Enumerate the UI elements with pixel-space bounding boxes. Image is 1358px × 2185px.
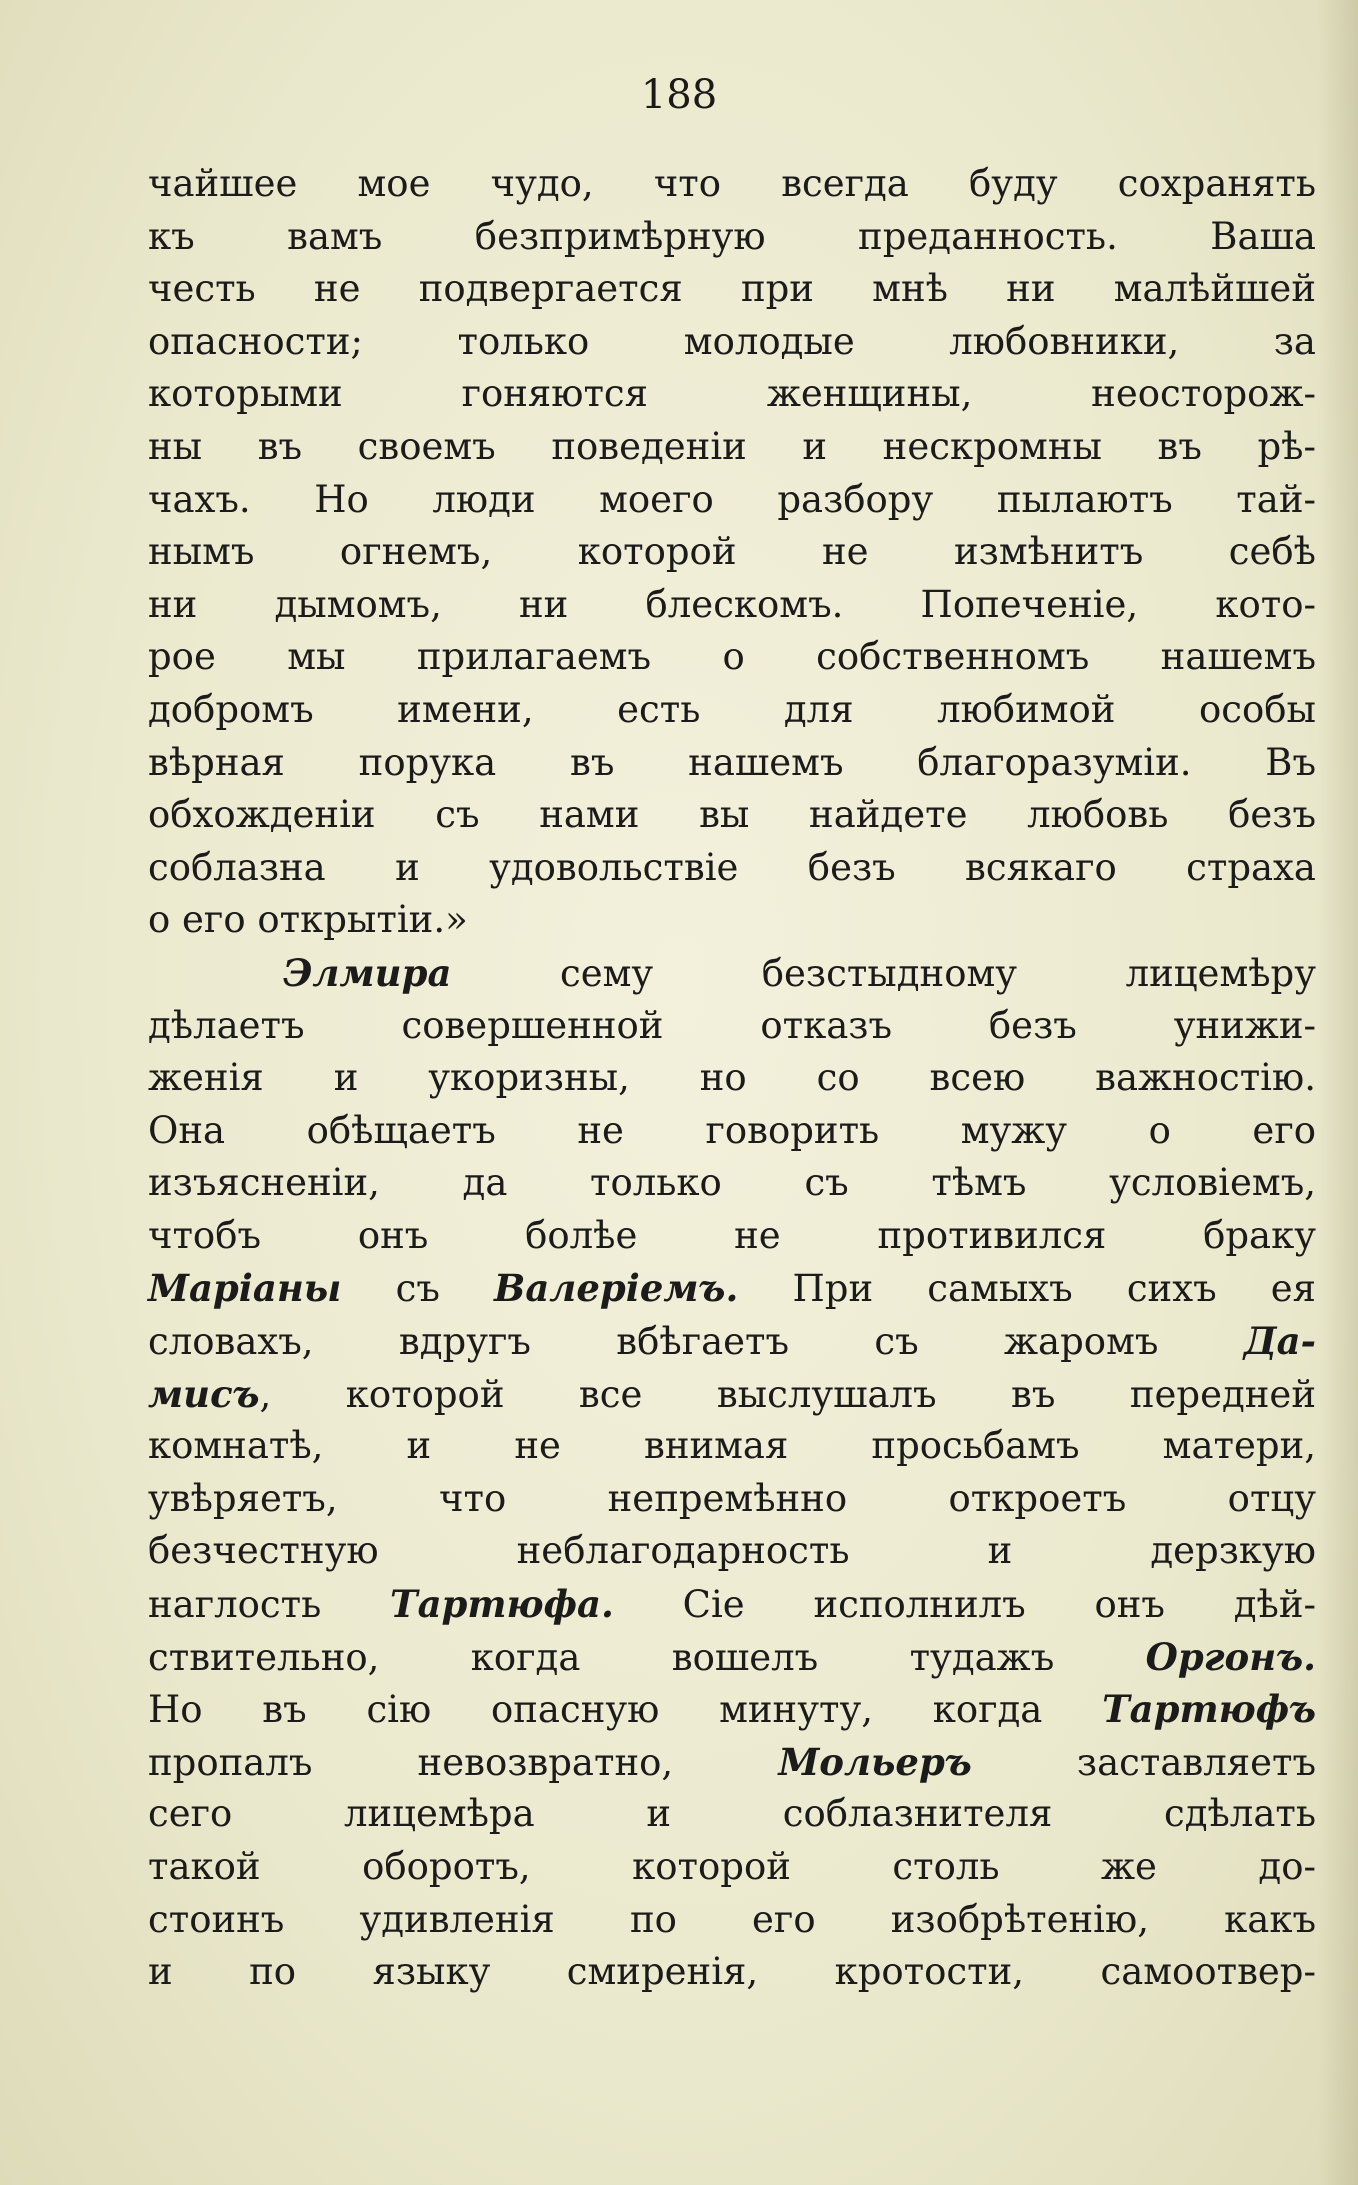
text-line: такой оборотъ, которой столь же до- bbox=[148, 1845, 1316, 1888]
text-line: дѣлаетъ совершенной отказъ безъ унижи- bbox=[148, 1003, 1316, 1047]
text-line: чайшее мое чудо, что всегда буду сохранять bbox=[148, 162, 1316, 205]
name-tartuffe: Тартюфа. bbox=[390, 1582, 614, 1627]
text-line bbox=[148, 1736, 1316, 1789]
text-fragment: ствительно, когда вошелъ тудажъ bbox=[148, 1635, 1055, 1679]
name-mariana: Маріаны bbox=[148, 1266, 342, 1311]
text-line bbox=[148, 1631, 1316, 1684]
text-line: комнатѣ, и не внимая просьбамъ матери, bbox=[148, 1424, 1316, 1468]
text-fragment: Сіе исполнилъ онъ дѣй- bbox=[682, 1583, 1316, 1627]
text-line bbox=[148, 1683, 1316, 1736]
name-moliere: Мольеръ bbox=[778, 1739, 972, 1784]
name-elmira: Элмира bbox=[283, 950, 452, 995]
text-fragment: , которой все выслушалъ въ передней bbox=[259, 1372, 1316, 1416]
text-line: чахъ. Но люди моего разбору пылаютъ тай- bbox=[148, 477, 1316, 521]
name-tartuffe: Тартюфъ bbox=[1102, 1687, 1316, 1732]
body-text bbox=[148, 158, 1316, 1999]
text-fragment: наглость bbox=[148, 1583, 322, 1627]
text-line: опасности; только молодые любовники, за bbox=[148, 319, 1316, 363]
text-fragment: словахъ, вдругъ вбѣгаетъ съ жаромъ bbox=[148, 1320, 1159, 1364]
text-fragment: При самыхъ сихъ ея bbox=[792, 1267, 1317, 1311]
text-line: добромъ имени, есть для любимой особы bbox=[148, 687, 1316, 731]
text-line: чтобъ онъ болѣе не противился браку bbox=[148, 1213, 1316, 1257]
text-line: ни дымомъ, ни блескомъ. Попеченіе, кото- bbox=[148, 582, 1316, 626]
name-damis-cont: мисъ bbox=[148, 1371, 260, 1416]
paragraph-start-line bbox=[148, 947, 1316, 1000]
text-line: стоинъ удивленія по его изобрѣтенію, какъ bbox=[148, 1897, 1316, 1941]
text-line: обхожденіи съ нами вы найдете любовь безъ bbox=[148, 793, 1316, 837]
text-line: нымъ огнемъ, которой не измѣнитъ себѣ bbox=[148, 530, 1316, 574]
name-valery: Валеріемъ. bbox=[494, 1266, 739, 1311]
text-line: о его открытіи.» bbox=[148, 898, 468, 942]
text-line bbox=[148, 1578, 1316, 1631]
text-fragment: сему безстыдному лицемѣру bbox=[560, 951, 1316, 995]
page-edge-shadow bbox=[1318, 0, 1358, 2185]
text-line: соблазна и удовольствіе безъ всякаго страха bbox=[148, 845, 1316, 889]
text-line: увѣряетъ, что непремѣнно откроетъ отцу bbox=[148, 1476, 1316, 1520]
text-line: изъясненіи, да только съ тѣмъ условіемъ, bbox=[148, 1161, 1316, 1205]
text-fragment: заставляетъ bbox=[1076, 1740, 1316, 1784]
text-fragment: Но въ сію опасную минуту, когда bbox=[148, 1688, 1043, 1732]
text-line: вѣрная порука въ нашемъ благоразуміи. Въ bbox=[148, 740, 1316, 784]
text-fragment: пропалъ невозвратно, bbox=[148, 1740, 674, 1784]
name-damis: Да- bbox=[1243, 1319, 1316, 1364]
text-line: Она обѣщаетъ не говорить мужу о его bbox=[148, 1108, 1316, 1152]
page-number: 188 bbox=[640, 72, 718, 118]
text-line: честь не подвергается при мнѣ ни малѣйшей bbox=[148, 267, 1316, 311]
text-line: сего лицемѣра и соблазнителя сдѣлать bbox=[148, 1792, 1316, 1836]
text-line: ны въ своемъ поведеніи и нескромны въ рѣ- bbox=[148, 424, 1316, 468]
name-orgon: Оргонъ. bbox=[1145, 1634, 1316, 1679]
text-line bbox=[148, 1315, 1316, 1368]
text-fragment: съ bbox=[395, 1267, 440, 1311]
text-line: къ вамъ безпримѣрную преданность. Ваша bbox=[148, 214, 1316, 258]
text-line: которыми гоняются женщины, неосторож- bbox=[148, 372, 1316, 416]
text-line: и по языку смиренія, кротости, самоотвер- bbox=[148, 1950, 1316, 1994]
text-line: женія и укоризны, но со всею важностію. bbox=[148, 1056, 1316, 1100]
text-line bbox=[148, 1368, 1316, 1421]
text-line: рое мы прилагаемъ о собственномъ нашемъ bbox=[148, 635, 1316, 679]
text-line: безчестную неблагодарность и дерзкую bbox=[148, 1529, 1316, 1573]
text-line bbox=[148, 1262, 1316, 1315]
